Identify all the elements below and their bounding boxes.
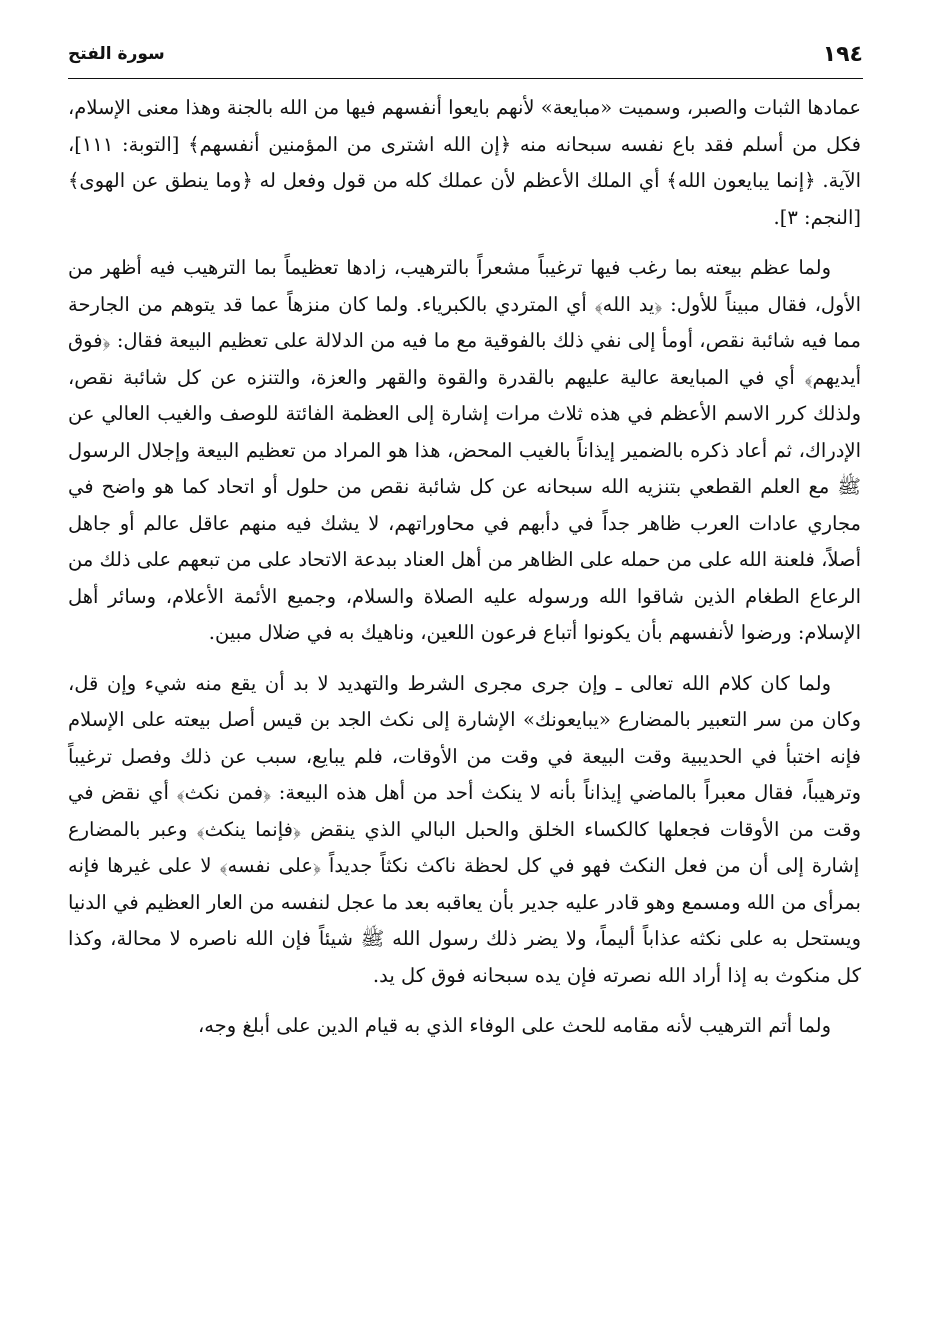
text-line: فلم يبايع، سبب عن ذلك وفصل ترغيباً وترهيباً، فقال معبراً بالماضي إيذاناً بأنه لا [68,744,861,804]
body-text [68,90,861,1059]
text-line: فإن الله ناصره لا محالة، وكذا كل منكوث به إذا أراد الله نصرته فإن يده سبحانه فوق [68,927,861,987]
text-line: عمادها الثبات والصبر، وسميت «مبايعة» لأنهم بايعوا أنفسهم فيها من الله بالجنة وهذا [179,96,861,119]
text-line: ولما عظم بيعته بما رغب فيها ترغيباً مشعراً بالترهيب، زادها تعظيماً بما الترهيب [175,256,831,279]
text-line: والقوة والقهر والعزة، والتنزه عن كل شائبة نقص، ولذلك كرر الاسم الأعظم في هذه [68,365,861,425]
text-line: والسلام، وجميع الأئمة الأعلام، وسائر أهل الإسلام: ورضوا لأنفسهم بأن يكونوا أتباع [68,584,861,644]
text-line: ولما كان كلام الله تعالى ـ وإن جرى مجرى الشرط والتهديد لا بد أن يقع منه [186,671,831,695]
text-line: بالضمير إيذاناً بالغيب المحض، هذا هو المراد من تعظيم البيعة وإجلال الرسول ﷺ مع [68,438,861,498]
text-line: فرعون اللعين، وناهيك به في ضلال مبين. [208,621,537,644]
text-line: كل يد. [372,963,426,987]
text-line: ولما أتم الترهيب لأنه مقامه للحث على الوفاء الذي به قيام الدين على أبلغ وجه، [197,1014,831,1037]
paragraph-1 [68,90,861,236]
text-line: أنفسهم﴾ [التوبة: ١١١]، الآية. ﴿إنما يبايعون الله﴾ أي الملك الأعظم لأن عملك كله [68,132,861,192]
paragraph-4 [68,1008,861,1045]
text-line: قيس أصل بيعته على الإسلام فإنه اختبأ في الحديبية وقت البيعة في وقت من الأوقات، [68,708,862,768]
text-line: عما قد يتوهم من الجارحة مما فيه شائبة نقص، أومأ إلى نفي ذلك بالفوقية مع ما فيه [68,292,861,352]
text-line: فيه أظهر من الأول، فقال مبيناً للأول: ﴿يد الله﴾ أي المتردي بالكبرياء. ولما كان منزهاً [68,256,862,316]
text-line: ينكث أحد من أهل هذه البيعة: ﴿فمن نكث﴾ أي نقض في وقت من الأوقات فجعلها [68,781,862,841]
text-line: عالم أو جاهل أصلاً، فلعنة الله على من حمله على الظاهر من أهل العناد ببدعة الاتحاد [68,511,861,571]
text-line: كالكساء الخلق والحبل البالي الذي ينقض ﴿فإنما ينكث﴾ وعبر بالمضارع إشارة إلى أن [68,817,860,877]
page-number: ١٩٤ [822,42,863,67]
paragraph-3 [68,666,861,995]
text-line: من فعل النكث فهو في كل لحظة ناكث نكثاً جديداً ﴿على نفسه﴾ لا على غيرها فإنه [68,854,741,877]
text-line: من قول وفعل له ﴿وما ينطق عن الهوى﴾ [النجم: ٣]. [68,169,861,229]
text-line: العظيم في الدنيا ويستحل به على نكثه عذاباً أليماً، ولا يضر ذلك رسول الله ﷺ شيئاً [68,890,861,950]
text-line: ثلاث مرات إشارة إلى العظمة الفائتة للوصف والغيب العالي عن الإدراك، ثم أعاد ذكره [68,402,861,462]
paragraph-2 [68,250,861,652]
text-line: بمرأى من الله ومسمع وهو قادر عليه جدير بأن يعاقبه بعد ما عجل لنفسه من العار [200,890,861,914]
text-line: من الدلالة على تعظيم البيعة فقال: ﴿فوق أيديهم﴾ أي في المبايعة عالية عليهم بالقدرة [68,329,861,389]
text-line: شيء وإن قل، وكان من سر التعبير بالمضارع «يبايعونك» الإشارة إلى نكث الجد بن [68,671,861,731]
page-header [68,38,863,79]
text-line: معنى الإسلام، فكل من أسلم فقد باع نفسه سبحانه منه ﴿إن الله اشترى من المؤمنين [68,96,861,156]
text-line: العلم القطعي بتنزيه الله سبحانه عن كل شائبة نقص من حلول أو اتحاد كما هو واضح [93,475,801,498]
surah-title: سورة الفتح [68,44,165,64]
text-line: في مجاري عادات العرب ظاهر جداً في دأبهم في محاوراتهم، لا يشك فيه منهم عاقل [68,475,861,535]
text-line: على من تبعهم على ذلك من الرعاع الطغام الذين شاقوا الله ورسوله عليه الصلاة [68,548,861,608]
